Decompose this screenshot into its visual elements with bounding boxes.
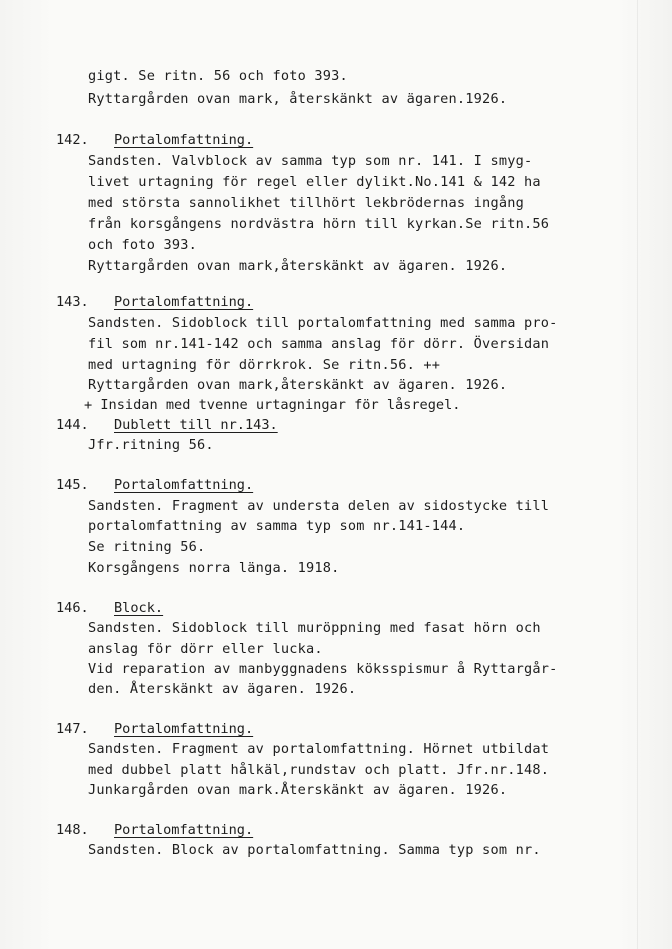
text-line: Sandsten. Sidoblock till muröppning med fasat hörn och bbox=[88, 620, 541, 636]
entry-heading: Portalomfattning. bbox=[114, 294, 254, 310]
text-line: Ryttargården ovan mark,återskänkt av ägaren. 1926. bbox=[88, 258, 508, 274]
text-line: med dubbel platt hålkäl,rundstav och platt. Jfr.nr.148. bbox=[88, 762, 550, 778]
text-line: den. Återskänkt av ägaren. 1926. bbox=[88, 681, 357, 697]
entry-heading: Portalomfattning. bbox=[114, 477, 254, 493]
text-line: från korsgångens nordvästra hörn till kyrkan.Se ritn.56 bbox=[88, 216, 550, 232]
entry-heading: Portalomfattning. bbox=[114, 721, 254, 737]
entry-number: 143. bbox=[56, 294, 89, 310]
entry-number: 148. bbox=[56, 822, 89, 838]
text-line: Ryttargården ovan mark, återskänkt av ägaren.1926. bbox=[88, 91, 508, 107]
text-line: Jfr.ritning 56. bbox=[88, 437, 214, 453]
entry-number: 146. bbox=[56, 600, 89, 616]
text-line: Sandsten. Valvblock av samma typ som nr. 141. I smyg- bbox=[88, 153, 533, 169]
text-line: Se ritning 56. bbox=[88, 539, 206, 555]
entry-heading: Portalomfattning. bbox=[114, 822, 254, 838]
text-line: Sandsten. Sidoblock till portalomfattning med samma pro- bbox=[88, 315, 558, 331]
text-line: gigt. Se ritn. 56 och foto 393. bbox=[88, 68, 348, 84]
text-line: portalomfattning av samma typ som nr.141-144. bbox=[88, 518, 466, 534]
entry-number: 142. bbox=[56, 132, 89, 148]
entry-number: 145. bbox=[56, 477, 89, 493]
text-line: med urtagning för dörrkrok. Se ritn.56. ++ bbox=[88, 357, 441, 373]
text-line: Korsgångens norra länga. 1918. bbox=[88, 560, 340, 576]
entry-heading: Block. bbox=[114, 600, 164, 616]
text-line: anslag för dörr eller lucka. bbox=[88, 641, 323, 657]
text-line: och foto 393. bbox=[88, 237, 197, 253]
entry-number: 144. bbox=[56, 417, 89, 433]
text-line: Ryttargården ovan mark,återskänkt av ägaren. 1926. bbox=[88, 377, 508, 393]
text-line: Sandsten. Block av portalomfattning. Samma typ som nr. bbox=[88, 842, 541, 858]
text-line: Sandsten. Fragment av portalomfattning. Hörnet utbildat bbox=[88, 741, 550, 757]
text-line: livet urtagning för regel eller dylikt.No.141 & 142 ha bbox=[88, 174, 541, 190]
entry-number: 147. bbox=[56, 721, 89, 737]
footnote: + Insidan med tvenne urtagningar för låsregel. bbox=[84, 397, 461, 413]
entry-heading: Dublett till nr.143. bbox=[114, 417, 278, 433]
entry-heading: Portalomfattning. bbox=[114, 132, 254, 148]
text-line: fil som nr.141-142 och samma anslag för dörr. Översidan bbox=[88, 336, 550, 352]
text-line: Vid reparation av manbyggnadens köksspismur å Ryttargår- bbox=[88, 661, 558, 677]
text-line: Sandsten. Fragment av understa delen av sidostycke till bbox=[88, 498, 550, 514]
text-line: med största sannolikhet tillhört lekbrödernas ingång bbox=[88, 195, 524, 211]
page-edge bbox=[637, 0, 638, 949]
text-line: Junkargården ovan mark.Återskänkt av ägaren. 1926. bbox=[88, 782, 508, 798]
